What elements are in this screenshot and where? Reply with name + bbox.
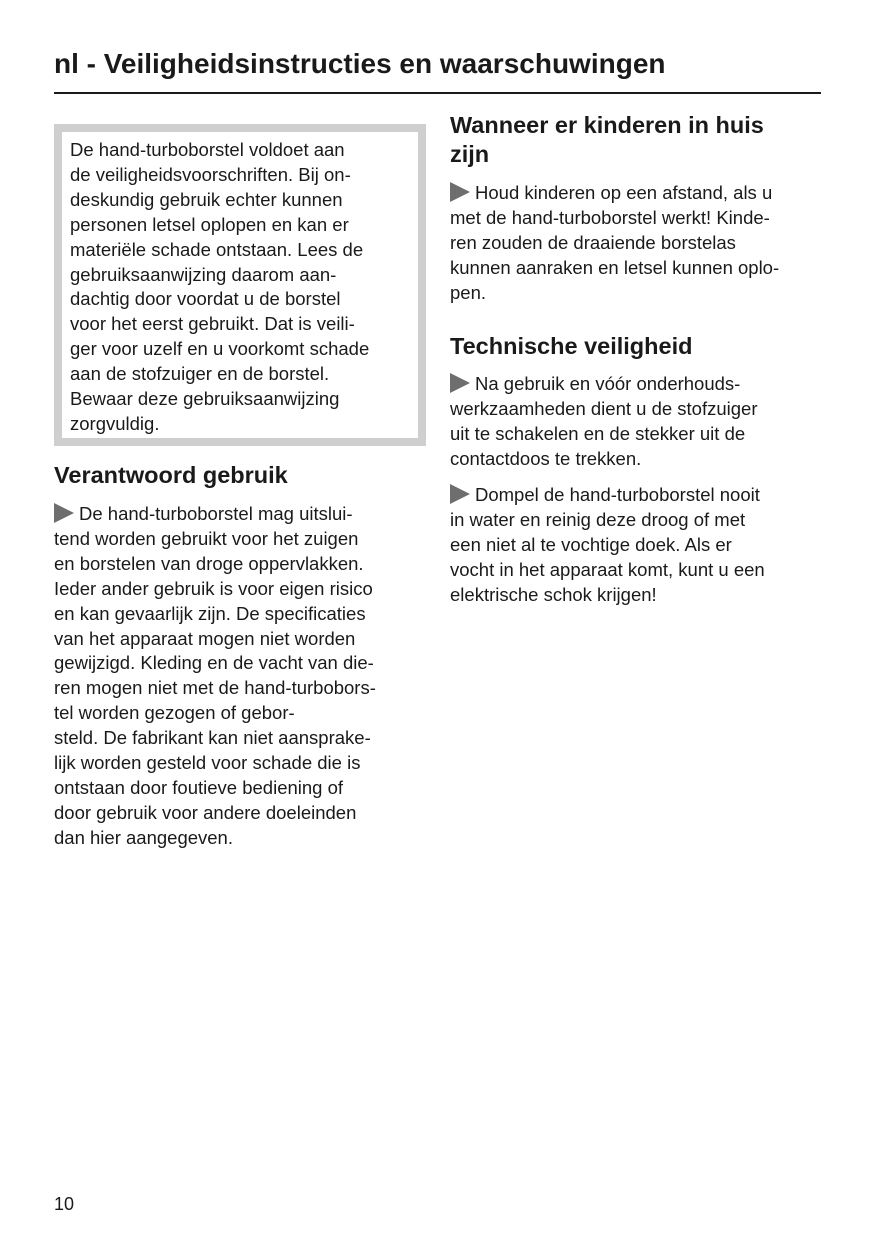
text-line: kunnen aanraken en letsel kunnen oplo- <box>450 256 780 278</box>
text-line: ren mogen niet met de hand-turbobors- <box>54 677 376 699</box>
notice-line: gebruiksaanwijzing daarom aan- <box>70 263 337 285</box>
text-line: elektrische schok krijgen! <box>450 583 657 605</box>
text-line: contactdoos te trekken. <box>450 447 642 469</box>
heading-children <box>450 111 764 169</box>
text-line: De hand-turboborstel mag uitslui- <box>79 503 353 524</box>
notice-text <box>70 138 415 437</box>
text-line: Na gebruik en vóór onderhouds- <box>475 373 741 394</box>
text-line: uit te schakelen en de stekker uit de <box>450 422 746 444</box>
notice-line: deskundig gebruik echter kunnen <box>70 188 343 210</box>
arrow-bullet-icon <box>450 182 470 202</box>
notice-line: aan de stofzuiger en de borstel. <box>70 363 330 385</box>
text-line: pen. <box>450 281 487 303</box>
notice-line: materiële schade ontstaan. Lees de <box>70 238 364 260</box>
text-line: steld. De fabrikant kan niet aansprake- <box>54 727 371 749</box>
text-line: een niet al te vochtige doek. Als er <box>450 533 732 555</box>
notice-line: zorgvuldig. <box>70 412 160 434</box>
children-text <box>450 181 822 306</box>
heading-line: Wanneer er kinderen in huis <box>450 112 764 138</box>
notice-line: Bewaar deze gebruiksaanwijzing <box>70 388 340 410</box>
notice-line: personen letsel oplopen en kan er <box>70 213 349 235</box>
heading-responsible-use: Verantwoord gebruik <box>54 462 288 488</box>
text-line: door gebruik voor andere doeleinden <box>54 801 357 823</box>
text-line: vocht in het apparaat komt, kunt u een <box>450 558 765 580</box>
heading-technical-safety: Technische veiligheid <box>450 333 693 359</box>
text-line: lijk worden gesteld voor schade die is <box>54 752 361 774</box>
page-number: 10 <box>54 1194 75 1214</box>
text-line: en borstelen van droge oppervlakken. <box>54 552 364 574</box>
notice-line: ger voor uzelf en u voorkomt schade <box>70 338 370 360</box>
text-line: Ieder ander gebruik is voor eigen risico <box>54 577 373 599</box>
text-line: en kan gevaarlijk zijn. De specificaties <box>54 602 366 624</box>
text-line: ontstaan door foutieve bediening of <box>54 776 344 798</box>
technical-item-2 <box>450 483 822 608</box>
technical-item-1 <box>450 372 822 472</box>
header-divider <box>54 92 821 94</box>
notice-line: voor het eerst gebruikt. Dat is veili- <box>70 313 355 335</box>
notice-line: de veiligheidsvoorschriften. Bij on- <box>70 163 351 185</box>
text-line: tend worden gebruikt voor het zuigen <box>54 527 359 549</box>
text-line: dan hier aangegeven. <box>54 826 233 848</box>
arrow-bullet-icon <box>450 484 470 504</box>
text-line: met de hand-turboborstel werkt! Kinde- <box>450 206 770 228</box>
arrow-bullet-icon <box>54 503 74 523</box>
text-line: tel worden gezogen of gebor- <box>54 702 295 724</box>
notice-line: De hand-turboborstel voldoet aan <box>70 139 345 160</box>
text-line: in water en reinig deze droog of met <box>450 508 746 530</box>
page-title: nl - Veiligheidsinstructies en waarschuwingen <box>54 48 666 79</box>
text-line: Dompel de hand-turboborstel nooit <box>475 484 760 505</box>
notice-line: dachtig door voordat u de borstel <box>70 288 341 310</box>
text-line: ren zouden de draaiende borstelas <box>450 231 736 253</box>
arrow-bullet-icon <box>450 373 470 393</box>
heading-line: zijn <box>450 141 490 167</box>
text-line: Houd kinderen op een afstand, als u <box>475 182 773 203</box>
text-line: gewijzigd. Kleding en de vacht van die- <box>54 652 374 674</box>
responsible-use-text <box>54 502 426 851</box>
text-line: werkzaamheden dient u de stofzuiger <box>450 397 758 419</box>
text-line: van het apparaat mogen niet worden <box>54 627 356 649</box>
